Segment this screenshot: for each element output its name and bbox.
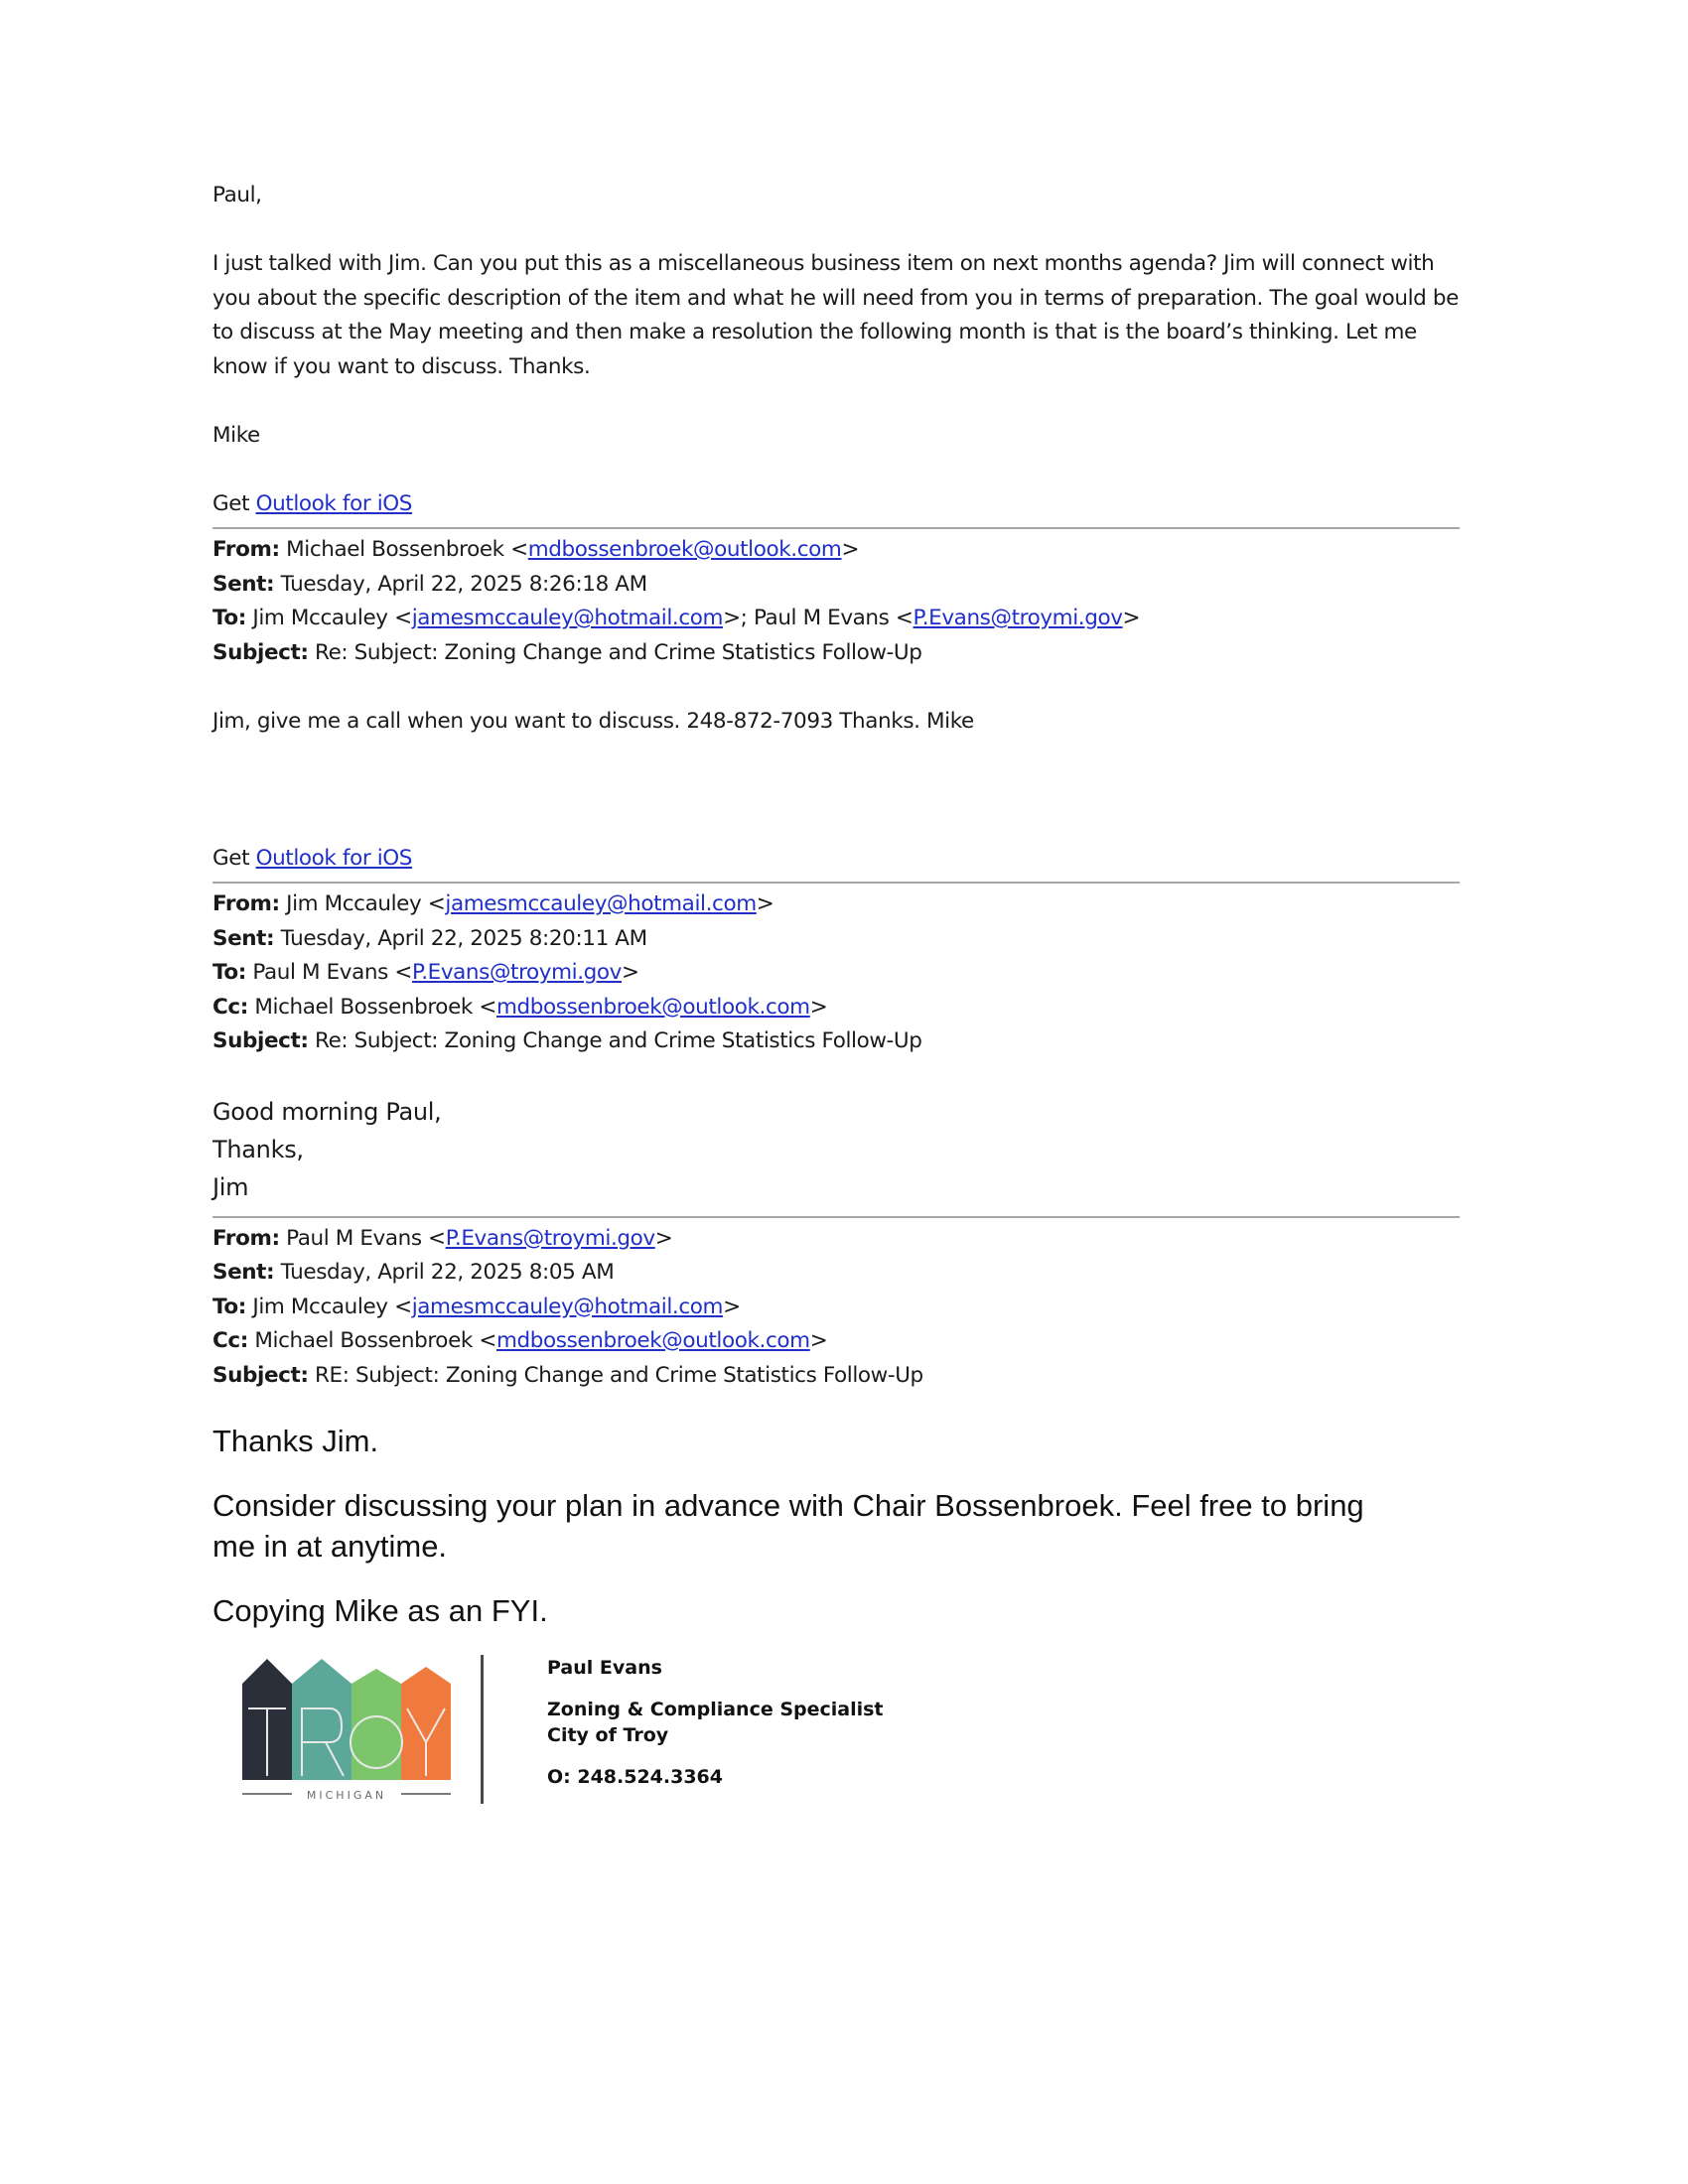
body-line: to discuss at the May meeting and then make a resolution the following month is that is the board’s thinking. Let me: [212, 320, 1417, 344]
divider: [212, 882, 1460, 884]
bracket: >: [809, 994, 828, 1020]
cc-email-link[interactable]: mdbossenbroek@outlook.com: [496, 1328, 810, 1353]
subject-label: Subject:: [212, 639, 309, 665]
to-name: Jim Mccauley <: [245, 1294, 412, 1319]
subject-label: Subject:: [212, 1362, 309, 1388]
salutation: Paul,: [212, 183, 262, 207]
signature-divider: [481, 1655, 484, 1804]
body-line: I just talked with Jim. Can you put this as a miscellaneous business item on next months agenda? Jim will connect with: [212, 251, 1435, 276]
to-email-link[interactable]: jamesmccauley@hotmail.com: [411, 1294, 724, 1319]
sent-value: Tuesday, April 22, 2025 8:20:11 AM: [274, 925, 647, 951]
body-paragraph: Copying Mike as an FYI.: [212, 1593, 548, 1628]
sent-label: Sent:: [212, 1260, 275, 1285]
signature-org: City of Troy: [547, 1724, 669, 1746]
from-name: Michael Bossenbroek <: [279, 537, 528, 562]
to-label: To:: [212, 960, 246, 985]
troy-michigan-logo: [242, 1659, 451, 1808]
get-prefix: Get: [212, 845, 256, 871]
body-paragraph: Thanks Jim.: [212, 1424, 379, 1458]
signature-title: Zoning & Compliance Specialist: [547, 1699, 884, 1720]
subject-label: Subject:: [212, 1028, 309, 1053]
bracket: >: [756, 891, 774, 916]
bracket: >: [1122, 606, 1141, 630]
to-email-link[interactable]: P.Evans@troymi.gov: [913, 606, 1123, 630]
message-body: Jim, give me a call when you want to discuss. 248-872-7093 Thanks. Mike: [212, 708, 974, 734]
cc-name: Michael Bossenbroek <: [247, 1328, 496, 1353]
from-email-link[interactable]: jamesmccauley@hotmail.com: [445, 891, 757, 916]
message-4-body: [212, 1421, 1464, 1631]
body-line: me in at anytime.: [212, 1529, 448, 1564]
cc-label: Cc:: [212, 1328, 248, 1353]
sent-value: Tuesday, April 22, 2025 8:05 AM: [274, 1260, 615, 1285]
message-4-header: [212, 1222, 1464, 1394]
to-label: To:: [212, 606, 246, 630]
email-signature: [212, 1655, 1464, 1824]
signature-name: Paul Evans: [547, 1657, 662, 1679]
signature-text: [547, 1655, 884, 1790]
from-name: Jim Mccauley <: [279, 891, 446, 916]
bracket: >: [723, 1294, 741, 1319]
get-outlook-line: [212, 487, 1464, 522]
message-3-header: [212, 887, 1464, 1206]
sent-label: Sent:: [212, 571, 275, 597]
to-email-link[interactable]: P.Evans@troymi.gov: [411, 960, 622, 985]
from-label: From:: [212, 891, 280, 916]
cc-email-link[interactable]: mdbossenbroek@outlook.com: [496, 994, 810, 1020]
outlook-ios-link[interactable]: Outlook for iOS: [255, 845, 413, 871]
subject-value: Re: Subject: Zoning Change and Crime Statistics Follow-Up: [308, 639, 922, 665]
divider: [212, 1216, 1460, 1218]
sent-value: Tuesday, April 22, 2025 8:26:18 AM: [274, 571, 647, 597]
logo-subtext: MICHIGAN: [306, 1789, 387, 1802]
from-email-link[interactable]: P.Evans@troymi.gov: [445, 1225, 655, 1251]
bracket: >: [654, 1225, 673, 1251]
to-name: Jim Mccauley <: [245, 606, 412, 630]
bracket: >: [622, 960, 639, 985]
outlook-ios-link[interactable]: Outlook for iOS: [255, 490, 413, 516]
to-separator: >; Paul M Evans <: [723, 606, 914, 630]
message-2-header: [212, 533, 1464, 876]
from-label: From:: [212, 1225, 280, 1251]
body-line: know if you want to discuss. Thanks.: [212, 353, 591, 379]
to-email-link[interactable]: jamesmccauley@hotmail.com: [411, 606, 724, 630]
get-prefix: Get: [212, 490, 256, 516]
greeting: Good morning Paul,: [212, 1097, 442, 1126]
body-line: you about the specific description of the item and what he will need from you in terms of preparation. The goal would be: [212, 285, 1459, 311]
get-outlook-line: [212, 842, 1464, 877]
cc-label: Cc:: [212, 994, 248, 1020]
name-line: Jim: [212, 1172, 249, 1201]
subject-value: Re: Subject: Zoning Change and Crime Statistics Follow-Up: [308, 1028, 922, 1053]
from-email-link[interactable]: mdbossenbroek@outlook.com: [527, 537, 842, 562]
thanks-line: Thanks,: [212, 1135, 304, 1163]
to-label: To:: [212, 1294, 246, 1319]
body-line: Consider discussing your plan in advance with Chair Bossenbroek. Feel free to bring: [212, 1488, 1364, 1523]
sent-label: Sent:: [212, 925, 275, 951]
message-1: [212, 179, 1464, 521]
subject-value: RE: Subject: Zoning Change and Crime Statistics Follow-Up: [308, 1362, 923, 1388]
signoff: Mike: [212, 422, 260, 448]
to-name: Paul M Evans <: [245, 960, 412, 985]
cc-name: Michael Bossenbroek <: [247, 994, 496, 1020]
signature-phone: O: 248.524.3364: [547, 1766, 724, 1788]
from-name: Paul M Evans <: [279, 1225, 446, 1251]
divider: [212, 527, 1460, 529]
body-paragraph: [212, 1485, 1464, 1567]
from-label: From:: [212, 537, 280, 562]
bracket: >: [809, 1328, 828, 1353]
email-document: [212, 179, 1464, 1824]
bracket: >: [841, 537, 860, 562]
